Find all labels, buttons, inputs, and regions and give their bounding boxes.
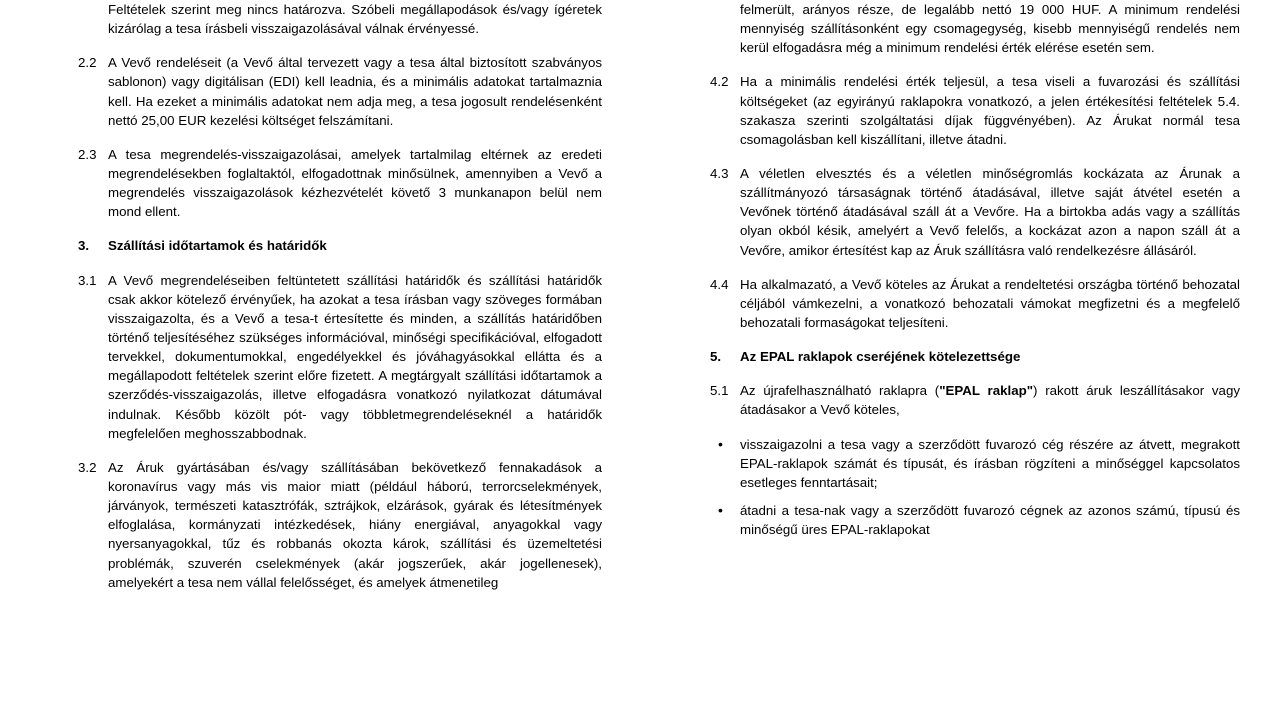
paragraph-3-2 (78, 458, 602, 592)
paragraph-4-4 (710, 275, 1240, 332)
paragraph-number: 2.2 (78, 55, 97, 71)
paragraph-2-3 (78, 145, 602, 222)
paragraph-2-2 (78, 53, 602, 130)
paragraph-3-1 (78, 271, 602, 443)
heading-number: 5. (710, 349, 722, 365)
paragraph-text: Az Áruk gyártásában és/vagy szállításában bekövetkező fennakadások a koronavírus vagy más vis maior miatt (például háború, terrorcselekmények, járványok, természeti katasztrófák, sztrájkok, elzárások, gyárak és létesítmények elfoglalása, kormányzati intézkedések, hiány energiával, anyagokkal vagy nyersanyagokkal, tűz és robbanás okozta károk, szállítási és üzemeltetési problémák, szuverén cselekmények (akár jogszerűek, akár jogellenesek), amelyekért a tesa nem vállal felelősséget, és amelyek átmenetileg (108, 459, 602, 590)
paragraph-number: 5.1 (710, 383, 729, 399)
paragraph-4-2 (710, 72, 1240, 149)
paragraph-text: A Vevő rendeléseit (a Vevő által tervezett vagy a tesa által biztosított szabványos sablonon) vagy digitálisan (EDI) kell leadnia, és a minimális adatokat tartalmaznia kell. Ha ezeket a minimális adatokat nem adja meg, a tesa jogosult rendelésenként nettó 25,00 EUR kezelési költséget felszámítani. (108, 55, 602, 128)
heading-number: 3. (78, 238, 90, 254)
paragraph-continuation (710, 0, 1240, 57)
paragraph-text: A Vevő megrendeléseiben feltüntetett szállítási határidők és szállítási határidők csak akkor kötelező érvényűek, ha azokat a tesa írásban vagy szöveges formában visszaigazolta, és a Vevő a tesa-t értesítette és minden, a szállítás határidőben történő teljesítéséhez szükséges információval, minőségi specifikációval, elfogadott tervekkel, dokumentumokkal, engedélyekkel és jóváhagyásokkal ellátta és a megállapodott feltételek szerint előre fizetett. A megtárgyalt szállítási időtartamok a szerződés-visszaigazolás, illetve elfogadásra vonatkozó nyilatkozat dátumával indulnak. Később közölt pót- vagy többletmegrendeléseknél a határidők megfelelően meghosszabbodnak. (108, 272, 602, 441)
paragraph-text: Feltételek szerint meg nincs határozva. Szóbeli megállapodások és/vagy ígéretek kizárólag a tesa írásbeli visszaigazolásával válnak érvényessé. (108, 2, 602, 37)
paragraph-number: 4.4 (710, 276, 729, 292)
paragraph-5-1 (710, 381, 1240, 419)
section-heading-3 (78, 236, 602, 255)
heading-text: Szállítási időtartamok és határidők (108, 238, 327, 254)
paragraph-text: Ha alkalmazató, a Vevő köteles az Árukat a rendeltetési országba történő behozatal céljából vámkezelni, a vonatkozó behozatali vámokat megfizetni és a megfelelő behozatali formaságokat teljesíteni. (740, 276, 1240, 330)
heading-text: Az EPAL raklapok cseréjének kötelezettsége (740, 349, 1021, 365)
bullet-marker: • (718, 435, 723, 452)
paragraph-text: A tesa megrendelés-visszaigazolásai, amelyek tartalmilag eltérnek az eredeti megrendelésekben foglaltaktól, elfogadottnak minősülnek, amennyiben a Vevő a megrendelés visszaigazolások kézhezvételét követő 3 munkanapon belül nem mond ellent. (108, 146, 602, 220)
paragraph-text: Az újrafelhasználható raklapra ("EPAL raklap") rakott áruk leszállításakor vagy átadásakor a Vevő köteles, (740, 383, 1240, 418)
paragraph-number: 3.1 (78, 272, 97, 288)
paragraph-number: 3.2 (78, 459, 97, 475)
bullet-marker: • (718, 501, 723, 518)
bullet-item (710, 501, 1240, 539)
paragraph-text: Ha a minimális rendelési érték teljesül, a tesa viseli a fuvarozási és szállítási költségeket (az egyirányú raklapokra vonatkozó, a jelen értékesítési feltételek 5.4. szakasza szerinti szolgáltatási díjak függvényében). Az Árukat normál tesa csomagolásban kell kiszállítani, illetve átadni. (740, 74, 1240, 147)
bullet-item (710, 435, 1240, 492)
bullet-text: átadni a tesa-nak vagy a szerződött fuvarozó cégnek az azonos számú, típusú és minőségű üres EPAL-raklapokat (740, 502, 1240, 538)
paragraph-number: 2.3 (78, 146, 97, 162)
paragraph-continuation (78, 0, 602, 38)
bullet-text: visszaigazolni a tesa vagy a szerződött fuvarozó cég részére az átvett, megrakott EPAL-raklapok számát és típusát, és írásban rögzíteni a minőséggel kapcsolatos esetleges fenntartásait; (740, 436, 1240, 490)
paragraph-number: 4.3 (710, 165, 729, 181)
section-heading-5 (710, 347, 1240, 366)
paragraph-text: felmerült, arányos része, de legalább nettó 19 000 HUF. A minimum rendelési mennyiség szállításonként egy csomagegység, kisebb mennyiségű rendelés nem kerül elfogadásra még a minimum rendelési érték elérése esetén sem. (740, 2, 1240, 56)
right-text-column (640, 0, 1280, 720)
paragraph-4-3 (710, 164, 1240, 260)
paragraph-number: 4.2 (710, 74, 729, 90)
paragraph-text: A véletlen elvesztés és a véletlen minőségromlás kockázata az Árunak a szállítmányozó társaságnak történő átadásával, illetve saját átvétel esetén a Vevőnek történő átadásával száll át a Vevőre. Ha a birtokba adás vagy a szállítás olyan okból késik, amelyért a Vevő felelős, a kockázat azon a napon száll át a Vevőre, amikor értesítést kap az Áruk szállításra való rendelkezésre állásáról. (740, 165, 1240, 258)
